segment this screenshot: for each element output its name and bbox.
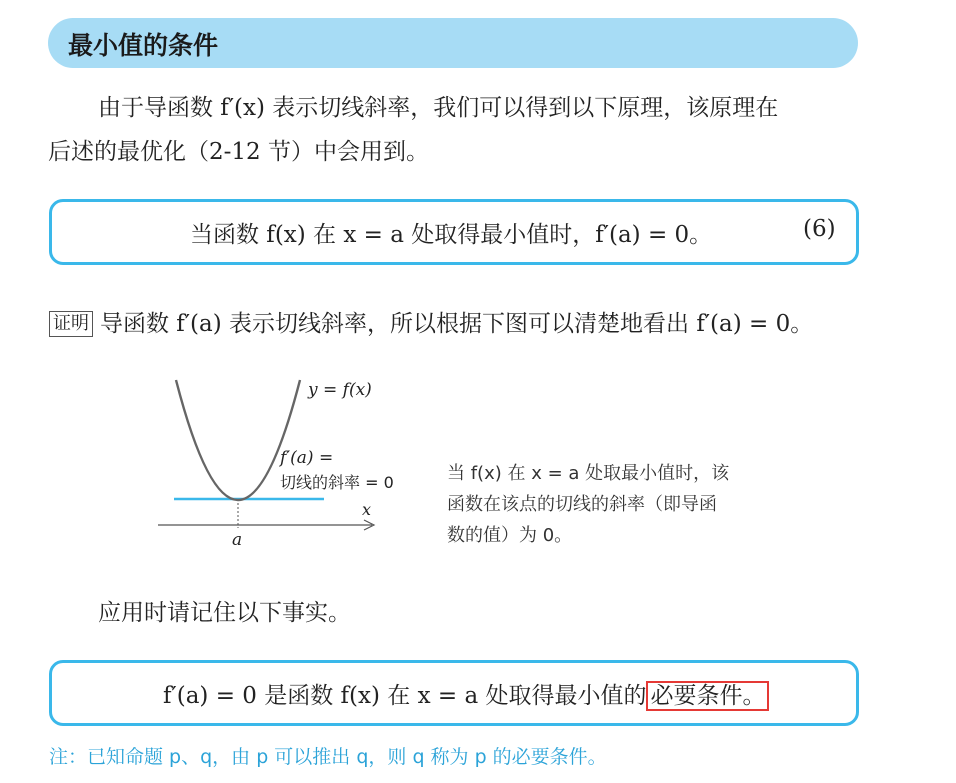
slope-label-line1: f′(a) = xyxy=(280,448,334,468)
equation-number: (6) xyxy=(803,216,836,242)
a-label: a xyxy=(232,530,243,550)
intro-line-1: 由于导函数 f′(x) 表示切线斜率，我们可以得到以下原理，该原理在 xyxy=(98,95,779,121)
caption-line-3: 数的值）为 0。 xyxy=(447,525,573,546)
intro-paragraph xyxy=(48,86,888,174)
remember-text: 应用时请记住以下事实。 xyxy=(98,600,351,626)
caption-line-2: 函数在该点的切线的斜率（即导函 xyxy=(447,494,717,515)
curve-label: y = f(x) xyxy=(308,380,372,400)
fact-text-main: f′(a) = 0 是函数 f(x) 在 x = a 处取得最小值的 xyxy=(163,683,647,709)
minimum-tangent-figure xyxy=(150,370,430,555)
caption-line-1: 当 f(x) 在 x = a 处取最小值时，该 xyxy=(447,463,730,484)
fact-text xyxy=(163,677,769,710)
proof-tag: 证明 xyxy=(49,311,93,337)
proof-text: 导函数 f′(a) 表示切线斜率，所以根据下图可以清楚地看出 f′(a) = 0。 xyxy=(100,311,814,337)
section-title: 最小值的条件 xyxy=(68,31,219,60)
footnote: 注：已知命题 p、q，由 p 可以推出 q，则 q 称为 p 的必要条件。 xyxy=(49,746,607,768)
necessary-condition-highlight: 必要条件。 xyxy=(646,681,769,711)
intro-line-2: 后述的最优化（2-12 节）中会用到。 xyxy=(48,139,429,165)
figure-caption xyxy=(447,458,787,551)
slope-label-line2: 切线的斜率 = 0 xyxy=(280,473,394,492)
x-axis-label: x xyxy=(362,500,372,519)
theorem-text: 当函数 f(x) 在 x = a 处取得最小值时，f′(a) = 0。 xyxy=(190,222,713,248)
